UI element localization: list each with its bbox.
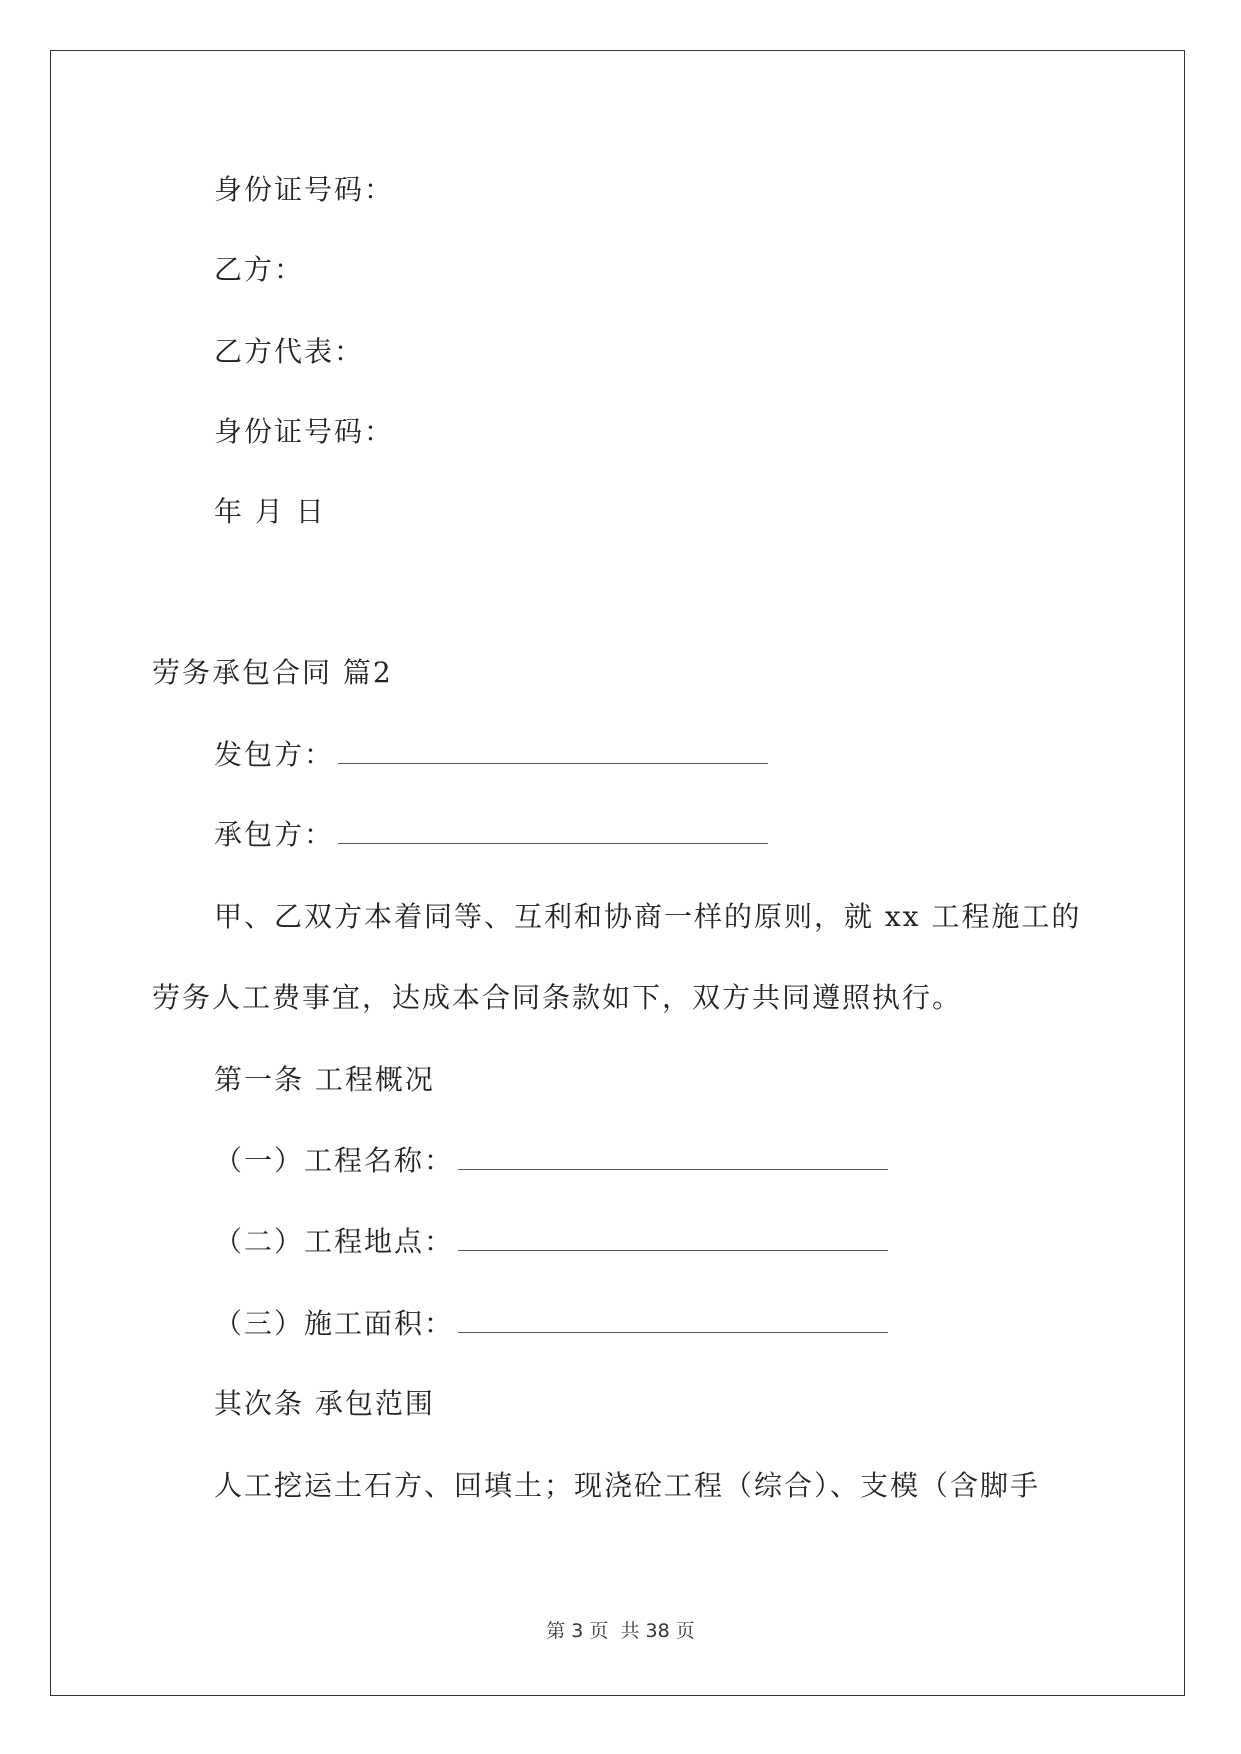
article-1-heading: 第一条 工程概况 <box>214 1063 435 1096</box>
construction-area-blank <box>458 1306 888 1333</box>
scope-text: 人工挖运土石方、回填土；现浇砼工程（综合）、支模（含脚手 <box>214 1469 1041 1502</box>
total-pages: 共 38 页 <box>620 1620 695 1642</box>
project-location-blank <box>458 1224 888 1251</box>
construction-area-label: （三）施工面积： <box>214 1307 455 1340</box>
party-b-rep-label: 乙方代表： <box>214 335 365 368</box>
id-number-label-1: 身份证号码： <box>214 173 395 206</box>
id-number-label-2: 身份证号码： <box>214 415 395 448</box>
project-location-label: （二）工程地点： <box>214 1225 455 1258</box>
project-name-label: （一）工程名称： <box>214 1144 455 1177</box>
section-title: 劳务承包合同 篇2 <box>152 656 393 689</box>
paragraph-1-line-1: 甲、乙双方本着同等、互利和协商一样的原则，就 xx 工程施工的 <box>214 900 1082 933</box>
party-b-label: 乙方： <box>214 253 305 286</box>
project-location-field <box>214 1224 888 1260</box>
date-line: 年 月 日 <box>214 495 326 528</box>
page-number: 第 3 页 <box>546 1620 609 1642</box>
article-2-heading: 其次条 承包范围 <box>214 1387 435 1420</box>
contractor-field <box>214 737 768 773</box>
contractor-label: 发包方： <box>214 738 335 771</box>
subcontractor-label: 承包方： <box>214 818 335 851</box>
construction-area-field <box>214 1306 888 1342</box>
page-footer <box>0 1616 1241 1643</box>
paragraph-1-line-2: 劳务人工费事宜，达成本合同条款如下，双方共同遵照执行。 <box>152 981 963 1014</box>
project-name-blank <box>458 1143 888 1170</box>
subcontractor-blank <box>338 817 768 844</box>
page-border <box>50 50 1185 1696</box>
project-name-field <box>214 1143 888 1179</box>
contractor-blank <box>338 737 768 764</box>
subcontractor-field <box>214 817 768 853</box>
